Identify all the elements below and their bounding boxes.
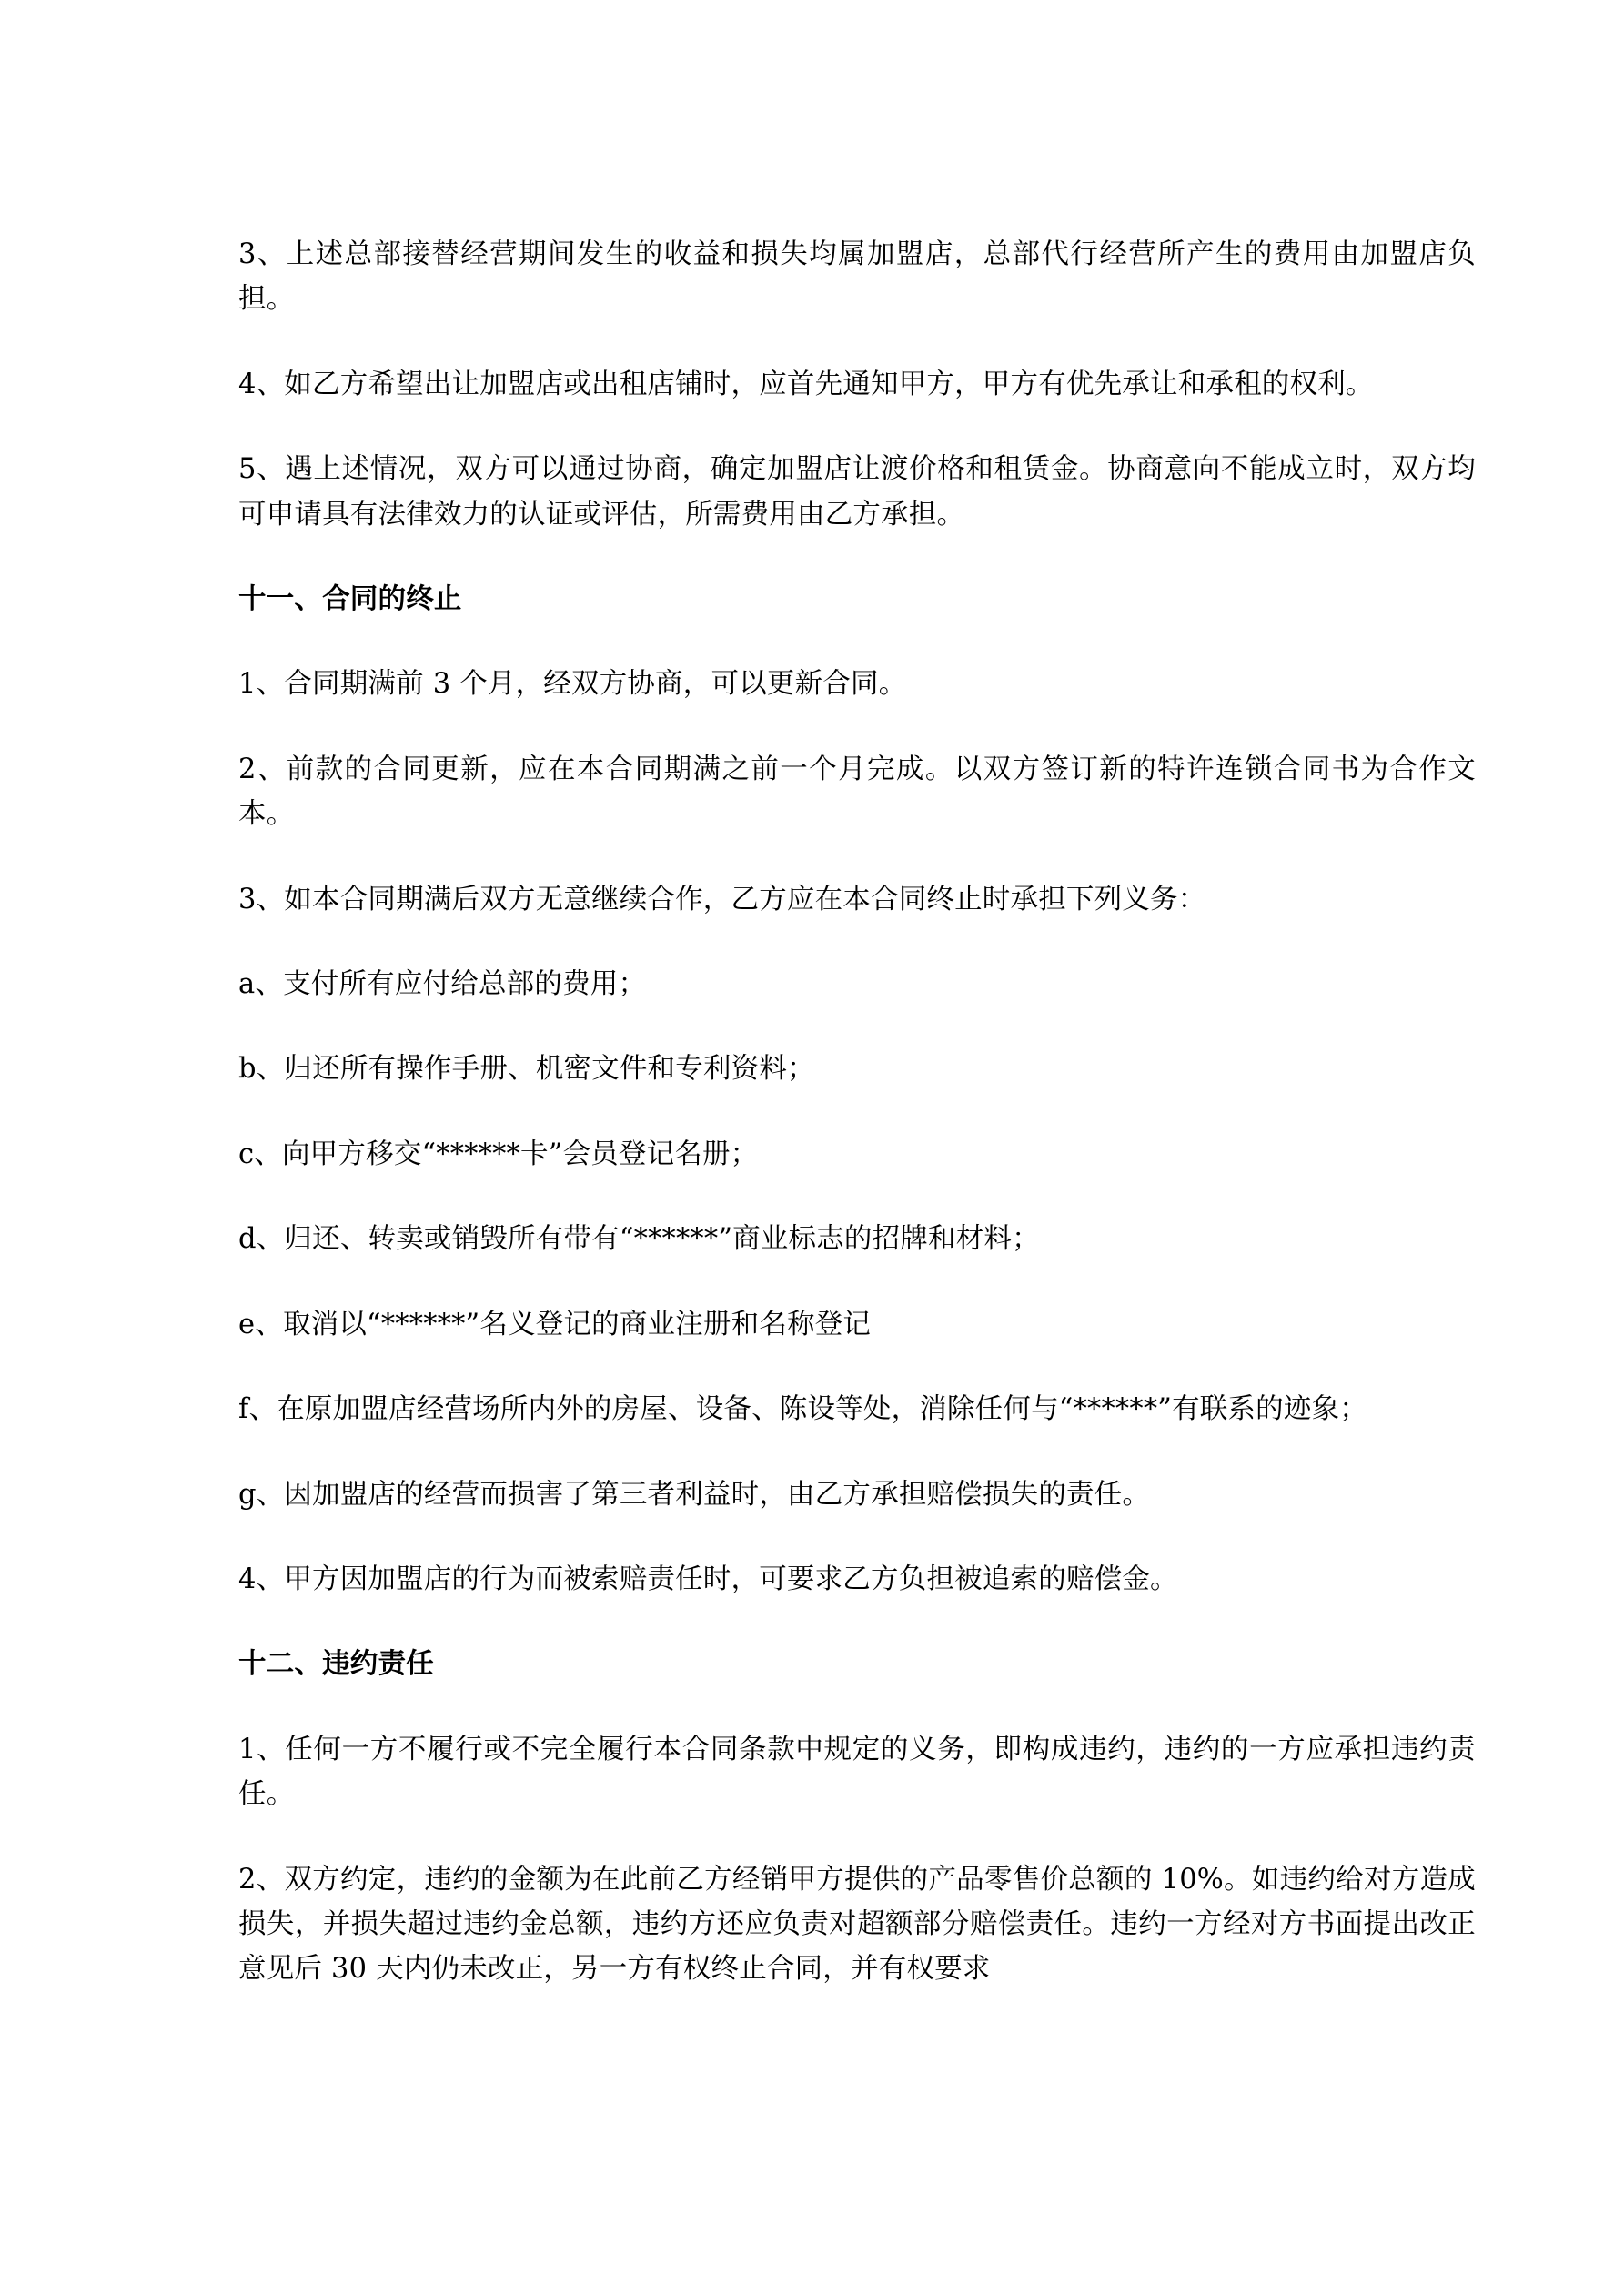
paragraph: 5、遇上述情况，双方可以通过协商，确定加盟店让渡价格和租赁金。协商意向不能成立时，双方均可申请具有法律效力的认证或评估，所需费用由乙方承担。 xyxy=(238,453,1476,531)
list-item: c、向甲方移交“******卡”会员登记名册； xyxy=(238,1138,759,1170)
paragraph: 4、甲方因加盟店的行为而被索赔责任时，可要求乙方负担被追索的赔偿金。 xyxy=(238,1563,1178,1595)
section-heading-eleven: 十一、合同的终止 xyxy=(238,583,462,616)
list-item: g、因加盟店的经营而损害了第三者利益时，由乙方承担赔偿损失的责任。 xyxy=(238,1478,1151,1511)
paragraph: 3、如本合同期满后双方无意继续合作，乙方应在本合同终止时承担下列义务： xyxy=(238,883,1206,915)
document-body xyxy=(238,232,1476,1992)
list-item: b、归还所有操作手册、机密文件和专利资料； xyxy=(238,1053,815,1086)
list-item: f、在原加盟店经营场所内外的房屋、设备、陈设等处，消除任何与“******”有联系的迹象； xyxy=(238,1393,1367,1426)
paragraph: 2、双方约定，违约的金额为在此前乙方经销甲方提供的产品零售价总额的 10%。如违约给对方造成损失，并损失超过违约金总额，违约方还应负责对超额部分赔偿责任。违约一方经对方书面提出改正意见后 30 天内仍未改正，另一方有权终止合同，并有权要求 xyxy=(238,1863,1476,1986)
paragraph: 4、如乙方希望出让加盟店或出租店铺时，应首先通知甲方，甲方有优先承让和承租的权利。 xyxy=(238,368,1374,400)
section-heading-twelve: 十二、违约责任 xyxy=(238,1648,434,1681)
paragraph: 3、上述总部接替经营期间发生的收益和损失均属加盟店，总部代行经营所产生的费用由加盟店负担。 xyxy=(238,238,1476,316)
list-item: e、取消以“******”名义登记的商业注册和名称登记 xyxy=(238,1308,872,1340)
paragraph: 1、合同期满前 3 个月，经双方协商，可以更新合同。 xyxy=(238,668,907,701)
list-item: a、支付所有应付给总部的费用； xyxy=(238,968,647,1001)
paragraph: 2、前款的合同更新，应在本合同期满之前一个月完成。以双方签订新的特许连锁合同书为合作文本。 xyxy=(238,753,1476,831)
list-item: d、归还、转卖或销毁所有带有“******”商业标志的招牌和材料； xyxy=(238,1223,1040,1256)
paragraph: 1、任何一方不履行或不完全履行本合同条款中规定的义务，即构成违约，违约的一方应承担违约责任。 xyxy=(238,1733,1476,1811)
